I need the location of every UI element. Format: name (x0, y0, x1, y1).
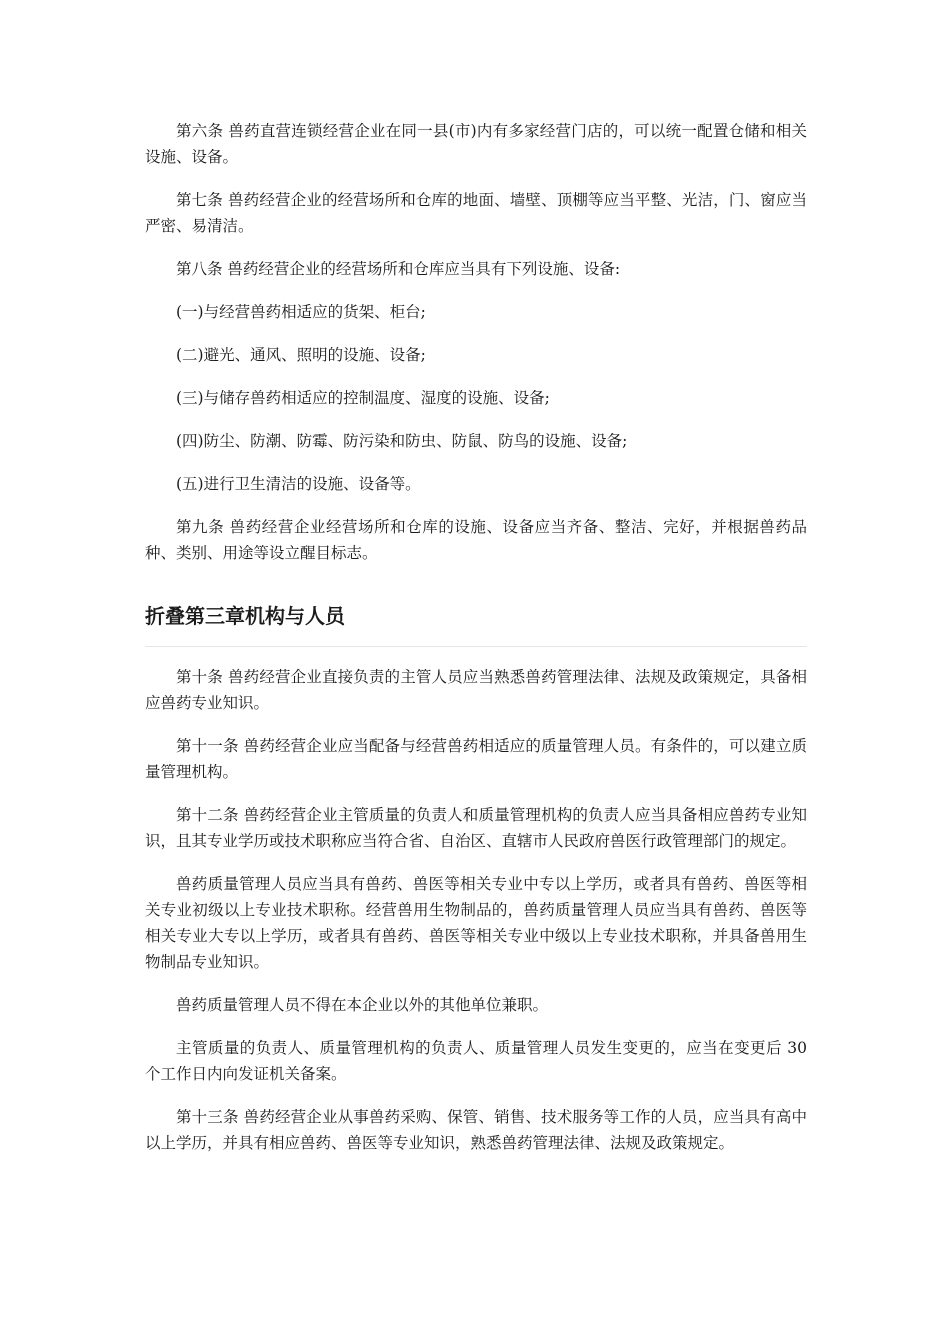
article-11: 第十一条 兽药经营企业应当配备与经营兽药相适应的质量管理人员。有条件的，可以建立质量管理机构。 (145, 737, 807, 781)
article-13: 第十三条 兽药经营企业从事兽药采购、保管、销售、技术服务等工作的人员，应当具有高中以上学历，并具有相应兽药、兽医等专业知识，熟悉兽药管理法律、法规及政策规定。 (145, 1108, 807, 1152)
article-10: 第十条 兽药经营企业直接负责的主管人员应当熟悉兽药管理法律、法规及政策规定，具备相应兽药专业知识。 (145, 668, 807, 712)
article-6: 第六条 兽药直营连锁经营企业在同一县(市)内有多家经营门店的，可以统一配置仓储和相关设施、设备。 (145, 122, 807, 166)
article-12: 第十二条 兽药经营企业主管质量的负责人和质量管理机构的负责人应当具备相应兽药专业知识，且其专业学历或技术职称应当符合省、自治区、直辖市人民政府兽医行政管理部门的规定。 (145, 806, 807, 850)
article-8-item-4: (四)防尘、防潮、防霉、防污染和防虫、防鼠、防鸟的设施、设备; (176, 432, 628, 450)
article-12-paragraph-4: 主管质量的负责人、质量管理机构的负责人、质量管理人员发生变更的，应当在变更后 30 个工作日内向发证机关备案。 (145, 1039, 807, 1083)
article-9: 第九条 兽药经营企业经营场所和仓库的设施、设备应当齐备、整洁、完好，并根据兽药品种、类别、用途等设立醒目标志。 (145, 518, 807, 562)
article-8-item-5: (五)进行卫生清洁的设施、设备等。 (176, 475, 421, 493)
article-12-paragraph-3: 兽药质量管理人员不得在本企业以外的其他单位兼职。 (176, 996, 549, 1014)
article-8-item-2: (二)避光、通风、照明的设施、设备; (176, 346, 426, 364)
article-8-item-3: (三)与储存兽药相适应的控制温度、湿度的设施、设备; (176, 389, 550, 407)
document-page (145, 118, 807, 1173)
article-8: 第八条 兽药经营企业的经营场所和仓库应当具有下列设施、设备: (176, 260, 621, 278)
chapter-heading[interactable]: 折叠第三章机构与人员 (145, 602, 807, 647)
article-12-paragraph-2: 兽药质量管理人员应当具有兽药、兽医等相关专业中专以上学历，或者具有兽药、兽医等相关专业初级以上专业技术职称。经营兽用生物制品的，兽药质量管理人员应当具有兽药、兽医等相关专业大专以上学历，或者具有兽药、兽医等相关专业中级以上专业技术职称，并具备兽用生物制品专业知识。 (145, 875, 807, 971)
article-8-item-1: (一)与经营兽药相适应的货架、柜台; (176, 303, 426, 321)
article-7: 第七条 兽药经营企业的经营场所和仓库的地面、墙壁、顶棚等应当平整、光洁，门、窗应当严密、易清洁。 (145, 191, 807, 235)
section-spacer (145, 647, 807, 664)
